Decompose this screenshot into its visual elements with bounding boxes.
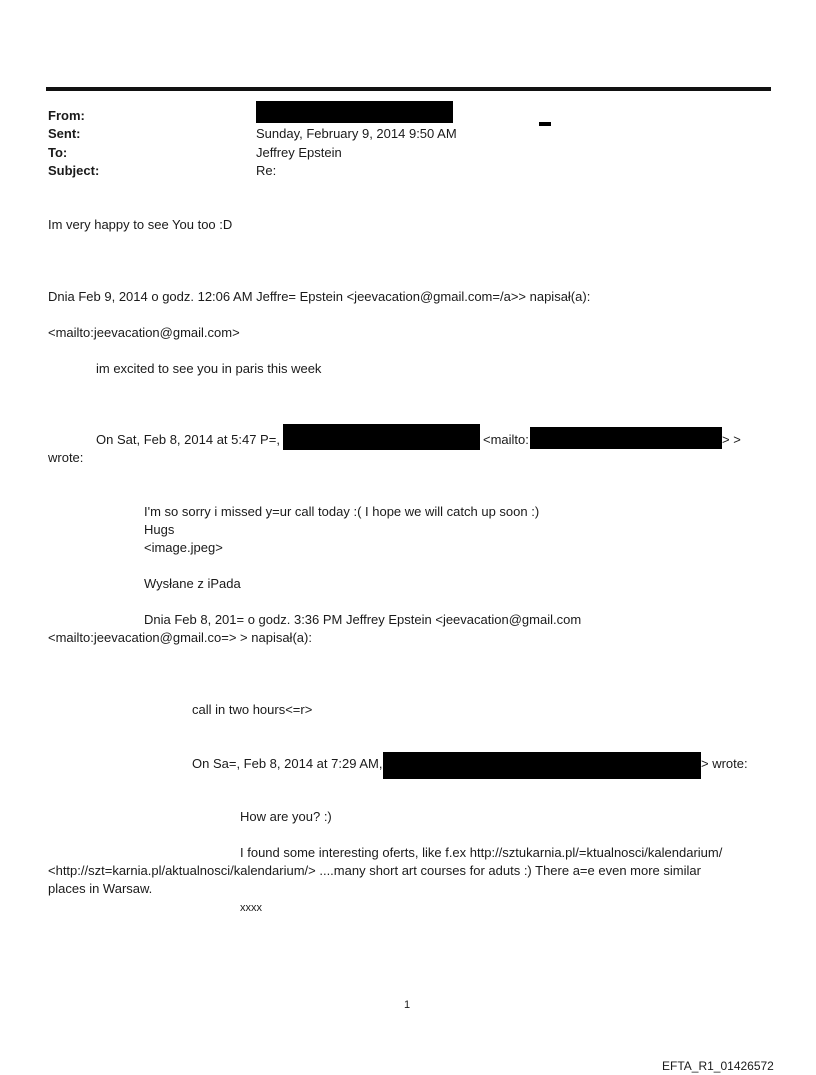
body-line-14: How are you? :)	[240, 809, 332, 824]
body-line-13b: > wrote:	[701, 756, 748, 771]
document-id: EFTA_R1_01426572	[662, 1059, 774, 1073]
to-value: Jeffrey Epstein	[256, 145, 342, 160]
body-line-5a: On Sat, Feb 8, 2014 at 5:47 P=,	[96, 432, 280, 447]
subject-value: Re:	[256, 163, 277, 178]
redacted-sender	[256, 101, 453, 123]
to-label: To:	[48, 145, 68, 160]
sent-label: Sent:	[48, 126, 81, 141]
redacted-name-2	[383, 752, 701, 779]
body-line-4: im excited to see you in paris this week	[96, 361, 322, 376]
body-line-12: call in two hours<=r>	[192, 702, 313, 717]
body-line-6: I'm so sorry i missed y=ur call today :( I hope we will catch up soon :)	[144, 504, 540, 519]
sent-value: Sunday, February 9, 2014 9:50 AM	[256, 126, 457, 141]
redaction-mark	[539, 122, 551, 126]
body-line-10: Dnia Feb 8, 201= o godz. 3:36 PM Jeffrey Epstein <jeevacation@gmail.com	[144, 612, 582, 627]
body-line-18: xxxx	[240, 902, 262, 914]
body-line-9: Wysłane z iPada	[144, 576, 241, 591]
body-line-16: <http://szt=karnia.pl/aktualnosci/kalendarium/> ....many short art courses for aduts :) There a=e even more similar	[48, 863, 701, 878]
body-line-1: Im very happy to see You too :D	[48, 217, 233, 232]
body-line-17: places in Warsaw.	[48, 881, 153, 896]
redacted-name-1	[283, 424, 480, 450]
page-number: 1	[404, 999, 411, 1011]
body-line-11: <mailto:jeevacation@gmail.co=> > napisał(a):	[48, 630, 312, 645]
body-line-5c: > >	[722, 432, 741, 447]
body-line-7: Hugs	[144, 522, 175, 537]
header-rule	[46, 87, 771, 91]
redacted-email-1	[530, 427, 722, 449]
body-line-5b: <mailto:	[483, 432, 529, 447]
body-line-13a: On Sa=, Feb 8, 2014 at 7:29 AM,	[192, 756, 383, 771]
body-line-5d: wrote:	[48, 450, 84, 465]
body-line-2: Dnia Feb 9, 2014 o godz. 12:06 AM Jeffre= Epstein <jeevacation@gmail.com=/a>> napisał(a):	[48, 289, 591, 304]
from-label: From:	[48, 108, 85, 123]
subject-label: Subject:	[48, 163, 100, 178]
body-line-15: I found some interesting oferts, like f.ex http://sztukarnia.pl/=ktualnosci/kalendarium/	[240, 845, 723, 860]
body-line-3: <mailto:jeevacation@gmail.com>	[48, 325, 240, 340]
body-line-8: <image.jpeg>	[144, 540, 223, 555]
